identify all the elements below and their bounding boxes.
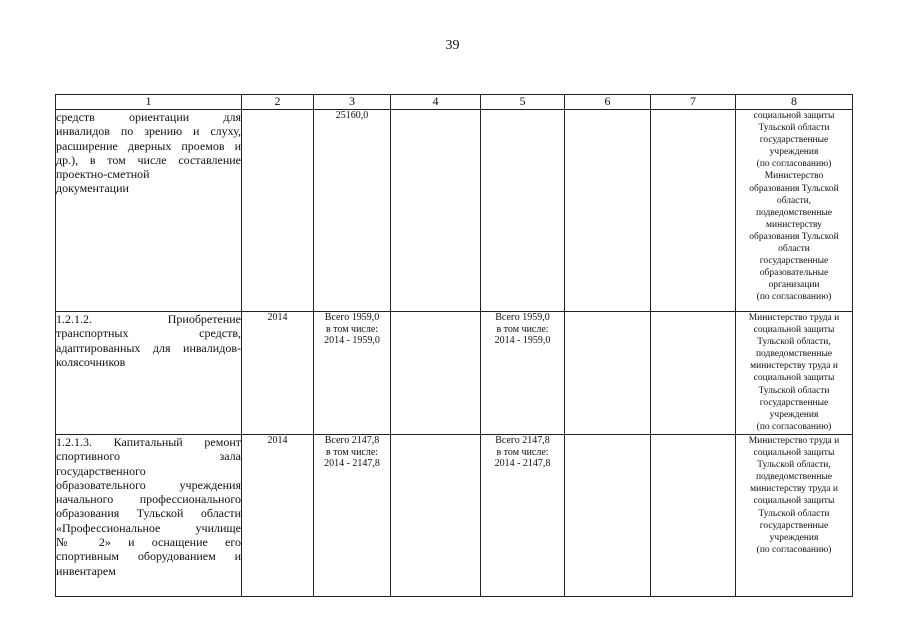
executor-line: учреждения [769,532,819,543]
funding-line: в том числе: [325,446,379,458]
measure-description [56,435,242,597]
executor-line: подведомственные [755,472,833,483]
executor-line: (по согласованию) [756,292,832,303]
executor-line: государственные [759,135,829,146]
text-line: адаптированных для инвалидов- [56,340,241,355]
text-line: др.), в том числе составление [56,152,241,167]
executor-line: Министерство труда и [748,313,840,323]
text-line: спортивным оборудованием и [56,549,241,564]
executor-cell [736,435,853,597]
executor-line: социальной защиты [753,325,835,336]
table-row [56,435,853,597]
column-header: 7 [651,95,736,110]
funding-line: Всего 1959,0 [324,312,380,323]
executor-line: Тульской области, [757,337,831,348]
executor-line: социальной защиты [753,111,835,121]
text-line: спортивного зала [56,449,241,464]
column-header: 6 [565,95,651,110]
text-line: проектно-сметной [56,167,150,182]
executor-line: Министерство труда и [748,436,840,446]
measure-description [56,110,242,312]
executor-line: социальной защиты [753,496,835,507]
executor-line: (по согласованию) [756,159,832,170]
empty-cell [565,312,651,435]
period-cell: 2014 [242,435,314,597]
executor-line: (по согласованию) [756,421,832,432]
empty-cell [391,312,481,435]
executor-line: учреждения [769,409,819,420]
executor-line: образовательные [759,268,829,279]
executor-line: образования Тульской [749,183,839,194]
executor-line: государственные [759,520,829,531]
period-cell: 2014 [242,312,314,435]
regional-funding-cell [481,435,565,597]
total-funding-cell [314,435,391,597]
funding-line: в том числе: [496,446,549,458]
table-row [56,110,853,312]
executor-line: (по согласованию) [756,544,832,555]
text-line: 1.2.1.3. Капитальный ремонт [56,435,241,449]
table-row [56,312,853,435]
executor-line: социальной защиты [753,448,835,459]
page-number: 39 [445,38,460,53]
funding-line: Всего 2147,8 [495,435,550,446]
executor-line: организации [768,280,820,291]
empty-cell [391,110,481,312]
regional-funding-cell [481,312,565,435]
executor-line: подведомственные [755,207,833,218]
text-line: государственного [56,463,146,478]
executor-cell [736,110,853,312]
executor-line: Тульской области [758,508,830,519]
executor-cell [736,312,853,435]
column-header: 8 [736,95,853,110]
total-funding-cell [314,110,391,312]
executor-line: социальной защиты [753,373,835,384]
text-line: колясочников [56,354,126,369]
regional-funding-cell [481,110,565,312]
funding-line: Всего 1959,0 [495,312,550,323]
column-header: 1 [56,95,242,110]
executor-line: Тульской области [758,123,830,134]
empty-cell [565,435,651,597]
empty-cell [391,435,481,597]
executor-line: учреждения [769,147,819,158]
column-header: 3 [314,95,391,110]
executor-line: подведомственные [755,349,833,360]
total-funding-cell [314,312,391,435]
executor-line: Тульской области [758,385,830,396]
program-table [55,94,853,597]
executor-line: области [778,244,810,255]
text-line: инвалидов по зрению и слуху, [56,124,241,139]
text-line: 1.2.1.2. Приобретение [56,312,241,326]
column-header: 4 [391,95,481,110]
header-row [56,95,853,110]
funding-line: 2014 - 2147,8 [324,458,380,469]
text-line: инвентарем [56,563,116,578]
column-header: 2 [242,95,314,110]
funding-line: 25160,0 [335,110,369,121]
empty-cell [565,110,651,312]
executor-line: министерству труда и [750,361,838,372]
funding-line: 2014 - 2147,8 [494,458,551,469]
text-line: № 2» и оснащение его [56,535,241,550]
text-line: «Профессиональное училище [56,520,241,535]
column-header: 5 [481,95,565,110]
executor-line: области, [776,195,812,206]
empty-cell [651,110,736,312]
funding-line: Всего 2147,8 [324,435,380,446]
executor-line: образования Тульской [749,231,839,242]
text-line: средств ориентации для [56,110,241,124]
executor-line: государственные [759,256,829,267]
period-cell [242,110,314,312]
text-line: транспортных средств, [56,326,241,341]
funding-line: 2014 - 1959,0 [324,335,380,346]
text-line: расширение дверных проемов и [56,138,241,153]
measure-description [56,312,242,435]
text-line: образования Тульской области [56,506,241,521]
empty-cell [651,435,736,597]
text-line: документации [56,181,129,196]
funding-line: в том числе: [496,323,549,335]
executor-line: министерству труда и [750,484,838,495]
funding-line: в том числе: [325,323,379,335]
text-line: образовательного учреждения [56,477,241,492]
executor-line: Министерство [764,171,824,182]
funding-line: 2014 - 1959,0 [494,335,551,346]
text-line: начального профессионального [56,492,241,507]
executor-line: государственные [759,397,829,408]
executor-line: министерству [766,219,822,230]
empty-cell [651,312,736,435]
executor-line: Тульской области, [757,460,831,471]
